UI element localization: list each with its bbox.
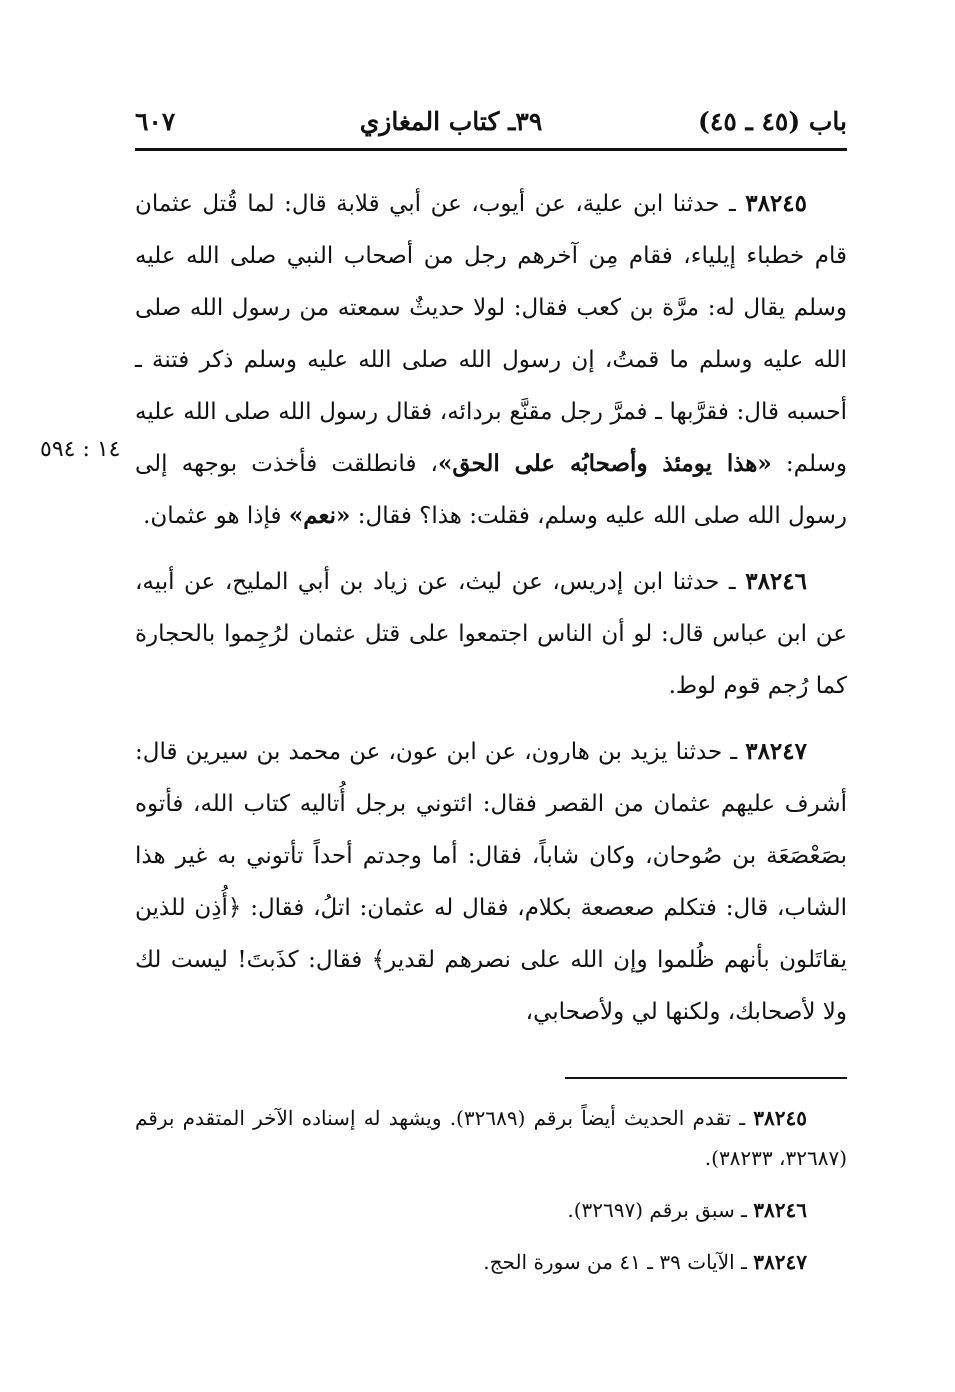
hadith-text: ـ حدثنا ابن علية، عن أيوب، عن أبي قلابة قال: لما قُتل عثمان قام خطباء إيلياء، فقام مِن آخرهم رجل من أصحاب النبي صلى الله عليه وسلم يقال له: مرَّة بن كعب فقال: لولا حديثٌ سمعته من رسول الله صلى الله عليه وسلم ما قمتُ، إن رسول الله صلى الله عليه وسلم ذكر فتنة ـ أحسبه قال: فقرَّبها ـ فمرَّ رجل مقنَّع بردائه، فقال رسول الله صلى الله عليه وسلم:: [135, 191, 847, 477]
footnote-divider: [565, 1077, 847, 1079]
marginal-reference: ١٤ : ٥٩٤: [40, 437, 121, 462]
book-title: ٣٩ـ كتاب المغازي: [359, 106, 543, 136]
hadith-text: ، فانطلقت فأخذت بوجهه إلى رسول الله صلى الله عليه وسلم، فقلت: هذا؟ فقال:: [135, 451, 847, 529]
hadith-quote: «نعم»: [288, 502, 351, 529]
chapter-title: باب (٤٥ ـ ٤٥): [698, 106, 847, 136]
footnote: [135, 1242, 847, 1282]
footnote: [135, 1098, 847, 1178]
footnote-number: ٣٨٢٤٥: [753, 1106, 808, 1130]
hadith-text: فإذا هو عثمان.: [143, 503, 289, 529]
page-header: [135, 96, 847, 146]
hadith-number: ٣٨٢٤٧: [745, 738, 807, 765]
hadith-text: ـ حدثنا ابن إدريس، عن ليث، عن زياد بن أبي المليح، عن أبيه، عن ابن عباس قال: لو أن الناس اجتمعوا على قتل عثمان لرُجِموا بالحجارة كما رُجم قوم لوط.: [135, 569, 847, 699]
footnotes: [135, 1098, 847, 1294]
main-text: [135, 178, 847, 1052]
hadith-quote: «هذا يومئذ وأصحابُه على الحق»: [437, 450, 772, 477]
footnote-text: ـ الآيات ٣٩ ـ ٤١ من سورة الحج.: [483, 1250, 754, 1274]
footnote-text: ـ سبق برقم (٣٢٦٩٧).: [567, 1198, 754, 1222]
footnote: [135, 1190, 847, 1230]
hadith-number: ٣٨٢٤٥: [745, 190, 807, 217]
footnote-number: ٣٨٢٤٦: [753, 1198, 807, 1222]
footnote-number: ٣٨٢٤٧: [753, 1250, 807, 1274]
hadith-38247: [135, 726, 847, 1038]
hadith-text: ـ حدثنا يزيد بن هارون، عن ابن عون، عن محمد بن سيرين قال: أشرف عليهم عثمان من القصر فقال: ائتوني برجل أُتاليه كتاب الله، فأتوه بصَعْصَعَة بن صُوحان، وكان شاباً، فقال: أما وجدتم أحداً تأتوني به غير هذا الشاب، قال: فتكلم صعصعة بكلام، فقال له عثمان: اتلُ، فقال: ﴿أُذِن للذين يقاتَلون بأنهم ظُلموا وإن الله على نصرهم لقدير﴾ فقال: كذَبتَ! ليست لك ولا لأصحابك، ولكنها لي ولأصحابي،: [135, 739, 847, 1025]
hadith-38246: [135, 556, 847, 712]
footnote-text: ـ تقدم الحديث أيضاً برقم (٣٢٦٨٩). ويشهد له إسناده الآخر المتقدم برقم (٣٢٦٨٧، ٣٨٢٣٣).: [135, 1106, 847, 1170]
hadith-number: ٣٨٢٤٦: [745, 568, 807, 595]
page-number: ٦٠٧: [135, 106, 176, 136]
hadith-38245: [135, 178, 847, 542]
header-divider: [135, 148, 847, 151]
